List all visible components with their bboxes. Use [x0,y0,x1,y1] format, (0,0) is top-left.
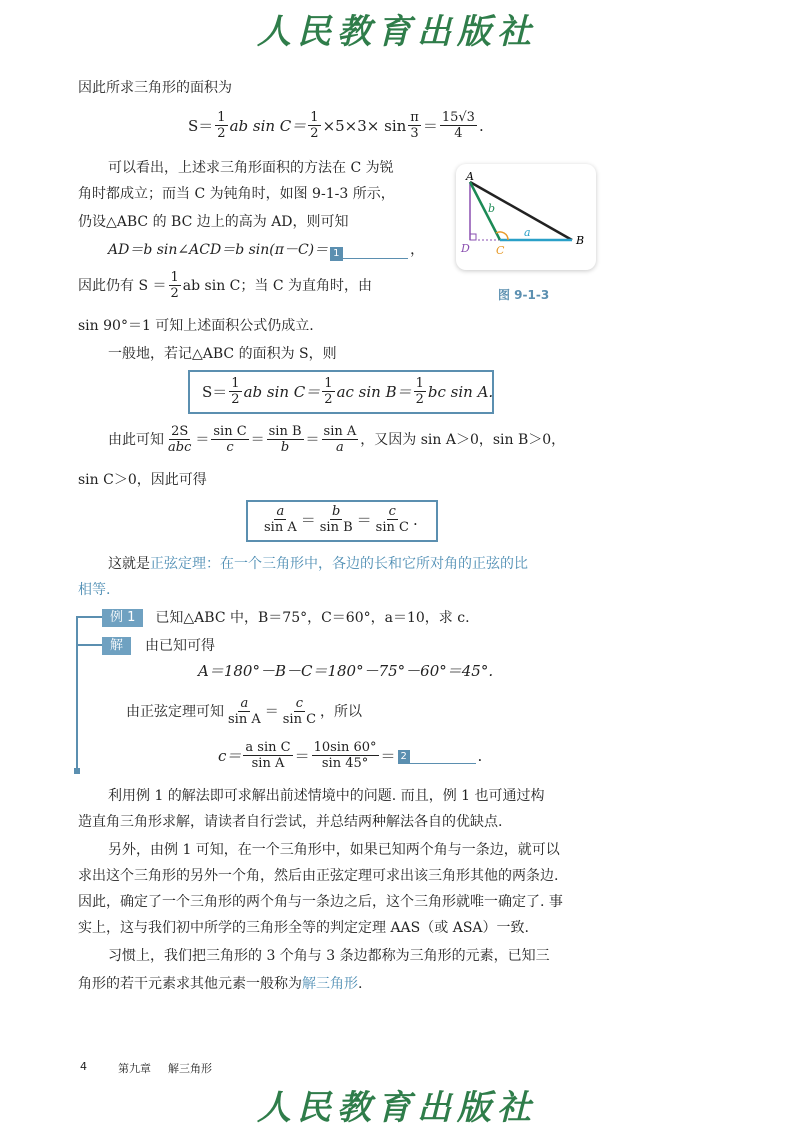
example-bracket [76,616,78,772]
paragraph: 这就是正弦定理：在一个三角形中，各边的长和它所对角的正弦的比 [108,556,528,572]
example-bracket-tick [76,616,102,618]
figure-9-1-3 [456,164,596,270]
page-number: 4 [80,1060,87,1073]
example-tag: 例 1 [102,609,143,627]
answer-blank-2[interactable]: 2 [398,747,476,764]
paragraph: 实上，这与我们初中所学的三角形全等的判定定理 AAS（或 ASA）一致. [78,920,529,936]
paragraph: 由正弦定理可知 $\frac{a}{\text{sin A}}$ ＝ $\frac{c}{\text{sin C}}$ ，所以 [126,696,363,727]
area-formula-box: S＝ $\frac{1}{2}$ ab sin C＝ $\frac{1}{2}$ ac sin B＝ $\frac{1}{2}$ bc sin A. [188,370,494,414]
triangle-diagram [456,164,596,270]
theorem-highlight: 正弦定理：在一个三角形中，各边的长和它所对角的正弦的比 [150,556,528,572]
label-side-b: b [488,202,496,215]
label-a-vertex: A [466,170,474,183]
label-side-a: a [524,226,531,239]
side-c-equation: c＝ $\frac{\text{a sin C}}{\text{sin A}}$ ＝ $\frac{10\sin 60^\circ}{\sin 45^\circ}$ ＝ 2 . [218,740,483,771]
sine-rule-box: $\frac{a}{\text{sin A}}$ ＝ $\frac{b}{\text{sin B}}$ ＝ $\frac{c}{\text{sin C}}$ . [246,500,438,542]
area-equation: S＝ $\frac{1}{2}$ ab sin C＝ $\frac{1}{2}$ ×5×3× sin $\frac{\pi}{3}$ ＝ $\frac{15√3}{4}$ . [188,110,484,141]
angle-a-equation: A＝180°－B－C＝180°－75°－60°＝45°. [198,662,494,680]
theorem-highlight: 相等. [78,582,111,598]
paragraph: sin C＞0，因此可得 [78,472,207,488]
paragraph: 造直角三角形求解，请读者自行尝试，并总结两种解法各自的优缺点. [78,814,503,830]
figure-caption: 图 9-1-3 [498,288,550,302]
paragraph: 一般地，若记△ABC 的面积为 S，则 [108,346,337,362]
solution-bracket-tick [76,644,102,646]
paragraph: 利用例 1 的解法即可求解出前述情境中的问题. 而且，例 1 也可通过构 [108,788,545,804]
publisher-logo-top: 人民教育出版社 [257,12,537,52]
paragraph: 角时都成立；而当 C 为钝角时，如图 9-1-3 所示， [78,186,395,202]
example-1: 例 1 已知△ABC 中，B＝75°，C＝60°，a＝10，求 c. [102,606,470,630]
label-b-vertex: B [576,234,585,247]
bracket-end-dot [74,768,80,774]
paragraph: 另外，由例 1 可知，在一个三角形中，如果已知两个角与一条边，就可以 [108,842,560,858]
term-highlight: 解三角形 [302,976,358,992]
publisher-logo-bottom: 人民教育出版社 [257,1088,537,1128]
label-c-vertex: C [496,244,505,257]
paragraph: sin 90°＝1 可知上述面积公式仍成立. [78,318,314,334]
solution-tag: 解 [102,637,131,655]
paragraph: 因此仍有 S ＝ $\frac{1}{2}$ ab sin C；当 C 为直角时，由 [78,270,372,301]
paragraph: 因此所求三角形的面积为 [78,80,232,96]
chapter-label: 第九章 [118,1062,151,1075]
paragraph: 角形的若干元素求其他元素一般称为解三角形. [78,976,363,992]
paragraph: 可以看出，上述求三角形面积的方法在 C 为锐 [108,160,394,176]
right-angle-mark [470,234,476,240]
paragraph: 习惯上，我们把三角形的 3 个角与 3 条边都称为三角形的元素，已知三 [108,948,550,964]
chapter-title: 解三角形 [168,1062,212,1075]
paragraph: 仍设△ABC 的 BC 边上的高为 AD，则可知 [78,214,349,230]
paragraph: 因此，确定了一个三角形的两个角与一条边之后，这个三角形就唯一确定了. 事 [78,894,563,910]
solution: 解 由已知可得 [102,634,215,658]
paragraph: 求出这个三角形的另外一个角，然后由正弦定理可求出该三角形其他的两条边. [78,868,559,884]
paragraph: 由此可知 $\frac{2S}{\text{abc}}$ ＝ $\frac{\text{sin C}}{c}$ ＝ $\frac{\text{sin B}}{b}$ ＝ $\frac{\text{sin A}}{a}$ ，又因为 sin A＞0，sin B＞0， [108,424,566,455]
equation-ad: AD＝b sin∠ACD＝b sin(π－C)＝ 1 ， [108,242,425,259]
label-d-vertex: D [461,242,470,255]
answer-blank-1[interactable]: 1 [330,242,408,259]
